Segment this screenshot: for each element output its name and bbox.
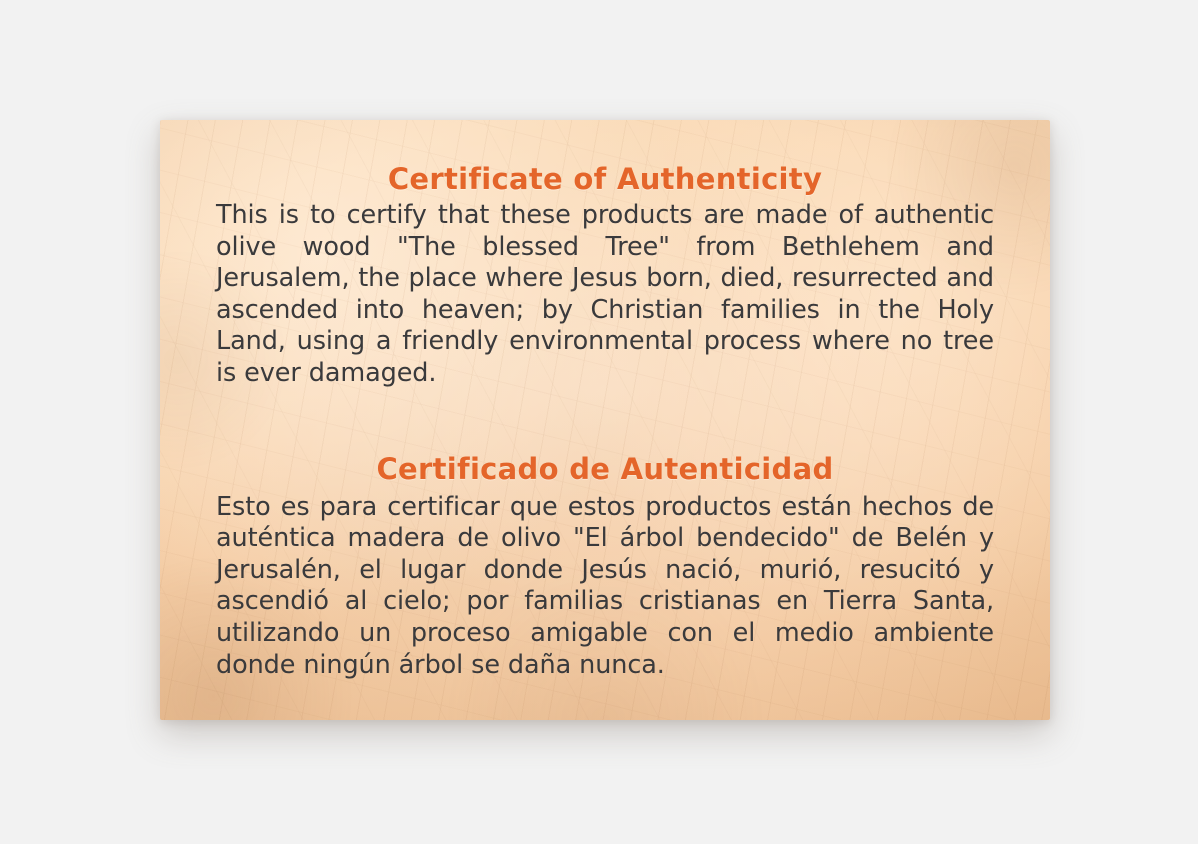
certificate-block-spanish	[216, 452, 994, 682]
certificate-block-english	[216, 162, 994, 390]
certificate-content	[160, 120, 1050, 681]
certificate-title-spanish: Certificado de Autenticidad	[376, 451, 834, 486]
certificate-body-english: This is to certify that these products are made of authentic olive wood "The blessed Tree" from Bethlehem and Jerusalem, the place where Jesus born, died, resurrected and ascended into heaven; by Christian families in the Holy Land, using a friendly environmental process where no tree is ever damaged.	[216, 200, 994, 389]
certificate-card	[160, 120, 1050, 720]
certificate-title-english: Certificate of Authenticity	[387, 162, 823, 196]
certificate-body-spanish: Esto es para certificar que estos productos están hechos de auténtica madera de olivo "El árbol bendecido" de Belén y Jerusalén, el lugar donde Jesús nació, murió, resucitó y ascendió al cielo; por familias cristianas en Tierra Santa, utilizando un proceso amigable con el medio ambiente donde ningún árbol se daña nunca.	[216, 491, 994, 680]
block-divider	[216, 390, 994, 452]
